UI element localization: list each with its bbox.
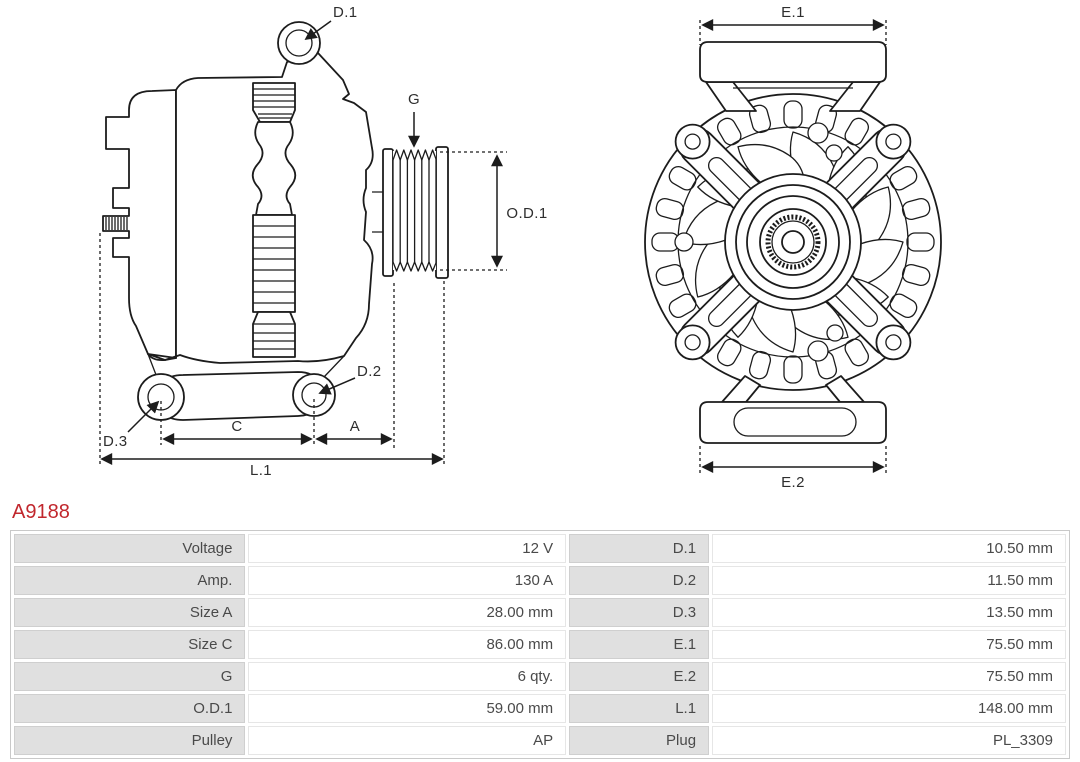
shaft-neck (253, 122, 296, 215)
dimension-g (408, 91, 420, 146)
dim-label-e1: E.1 (781, 4, 805, 21)
dimension-c (164, 418, 311, 439)
part-number: A9188 (12, 501, 70, 523)
spec-table (10, 530, 1070, 759)
table-row (14, 662, 1066, 691)
dimension-od1 (497, 156, 548, 266)
table-row (14, 694, 1066, 723)
spec-value: PL_3309 (712, 726, 1066, 755)
lug-hole-d2 (293, 374, 335, 416)
dimension-e1 (703, 4, 883, 25)
dimension-l1 (102, 459, 442, 479)
dimension-d3 (103, 402, 158, 450)
dim-label-l1: L.1 (249, 462, 273, 479)
spec-value: 28.00 mm (248, 598, 566, 627)
dim-label-e2: E.2 (781, 474, 805, 490)
pulley-left-flange (383, 149, 393, 276)
spec-value: 12 V (248, 534, 566, 563)
dim-label-c: C (231, 418, 243, 435)
spec-label: E.2 (569, 662, 709, 691)
spec-label: L.1 (569, 694, 709, 723)
spec-label: Size C (14, 630, 245, 659)
dim-label-g: G (407, 91, 421, 108)
spec-label: G (14, 662, 245, 691)
spec-value: 148.00 mm (712, 694, 1066, 723)
spec-label: Size A (14, 598, 245, 627)
spec-label: Voltage (14, 534, 245, 563)
table-row (14, 726, 1066, 755)
table-row (14, 630, 1066, 659)
table-row (14, 598, 1066, 627)
pulley-front (725, 174, 861, 310)
spec-value: 10.50 mm (712, 534, 1066, 563)
spec-value: 6 qty. (248, 662, 566, 691)
front-view-drawing (645, 4, 941, 490)
spec-value: 59.00 mm (248, 694, 566, 723)
spec-value: 86.00 mm (248, 630, 566, 659)
dimension-d2 (320, 363, 382, 393)
spec-label: D.2 (569, 566, 709, 595)
dimension-a (317, 418, 391, 439)
stator-bottom-block (253, 312, 295, 357)
table-row (14, 534, 1066, 563)
table-row (14, 566, 1066, 595)
spec-label: E.1 (569, 630, 709, 659)
spec-label: Amp. (14, 566, 245, 595)
spec-value: 75.50 mm (712, 662, 1066, 691)
shaft-bore (782, 231, 804, 253)
spec-label: Plug (569, 726, 709, 755)
top-ear-hole (278, 22, 320, 64)
spec-value: 130 A (248, 566, 566, 595)
spec-value: 13.50 mm (712, 598, 1066, 627)
dim-label-d3: D.3 (103, 433, 128, 450)
dim-label-d2: D.2 (357, 363, 382, 380)
dimension-d1 (306, 4, 358, 39)
spec-label: D.1 (569, 534, 709, 563)
spec-value: AP (248, 726, 566, 755)
dim-label-d1: D.1 (333, 4, 358, 21)
spec-label: D.3 (569, 598, 709, 627)
dim-label-a: A (349, 418, 361, 435)
rear-cover (103, 90, 176, 360)
pulley-right-flange (436, 147, 448, 278)
dimension-e2 (703, 467, 883, 490)
spec-label: Pulley (14, 726, 245, 755)
spec-value: 75.50 mm (712, 630, 1066, 659)
spec-label: O.D.1 (14, 694, 245, 723)
side-view-drawing (100, 4, 548, 479)
spec-value: 11.50 mm (712, 566, 1066, 595)
stator-main-block (253, 215, 295, 312)
dim-label-od1: O.D.1 (506, 205, 548, 222)
